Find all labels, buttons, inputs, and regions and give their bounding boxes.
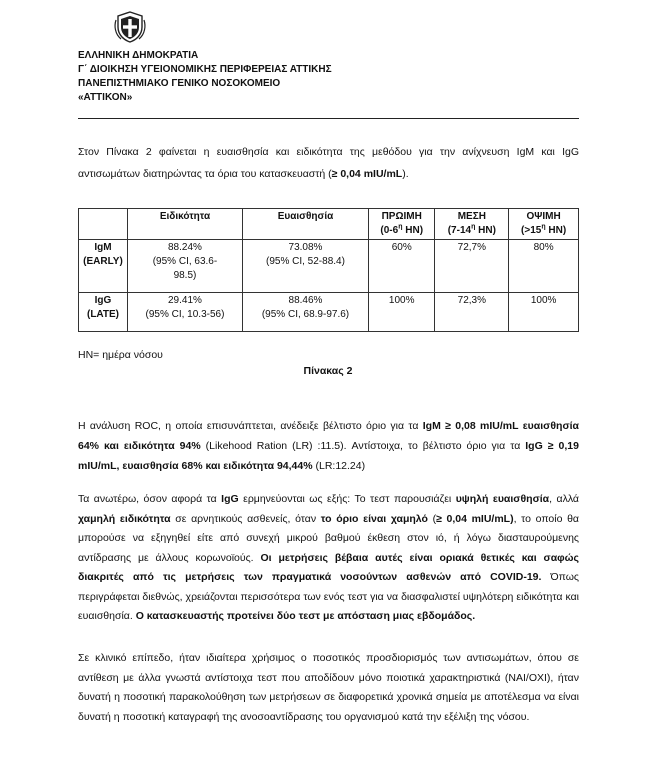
header-line-1: ΕΛΛΗΝΙΚΗ ΔΗΜΟΚΡΑΤΙΑ xyxy=(78,50,199,61)
table-header-mid: ΜΕΣΗ ($7-14^\eta$ ΗΝ) xyxy=(435,209,509,240)
cell-early: 60% xyxy=(369,240,435,293)
table-header-early: ΠΡΩΙΜΗ ($0-6^\eta$ ΗΝ) xyxy=(369,209,435,240)
table-header-blank xyxy=(79,209,128,240)
cell-specificity: 29.41% (95% CI, 10.3-56) xyxy=(128,293,243,332)
table-header-specificity: Ειδικότητα xyxy=(128,209,243,240)
table-row xyxy=(79,240,579,293)
cell-sensitivity: 88.46% (95% CI, 68.9-97.6) xyxy=(242,293,368,332)
header-line-4: «ΑΤΤΙΚΟΝ» xyxy=(78,92,133,103)
intro-paragraph: Στον Πίνακα 2 φαίνεται η ευαισθησία και ειδικότητα της μεθόδου για την ανίχνευση IgM και IgG αντισωμάτων διατηρώντας τα όρια του κατασκευαστή (≥ 0,04 mIU/mL). xyxy=(78,146,579,180)
cell-mid: 72,3% xyxy=(435,293,509,332)
cell-sensitivity: 73.08% (95% CI, 52-88.4) xyxy=(242,240,368,293)
table-header-row xyxy=(79,209,579,240)
cell-mid: 72,7% xyxy=(435,240,509,293)
roc-paragraph: Η ανάλυση ROC, η οποία επισυνάπτεται, ανέδειξε βέλτιστο όριο για τα IgM ≥ 0,08 mIU/mL ευαισθησία 64% και ειδικότητα 94% (Likehood Ration (LR) :11.5). Αντίστοιχα, το βέλτιστο όριο για τα IgG ≥ 0,19 mIU/mL, ευαισθησία 68% και ειδικότητα 94,44% (LR:12.24) xyxy=(78,420,579,472)
header-line-3: ΠΑΝΕΠΙΣΤΗΜΙΑΚΟ ΓΕΝΙΚΟ ΝΟΣΟΚΟΜΕΙΟ xyxy=(78,78,281,89)
cell-late: 80% xyxy=(509,240,579,293)
row-label: IgM (EARLY) xyxy=(79,240,128,293)
results-table xyxy=(78,208,579,332)
row-label: IgG (LATE) xyxy=(79,293,128,332)
clinical-paragraph: Σε κλινικό επίπεδο, ήταν ιδιαίτερα χρήσιμος ο ποσοτικός προσδιορισμός των αντισωμάτων, όπου σε αντίθεση με άλλα γνωστά αντίστοιχα τεστ που αποδίδουν μόνο ποιοτικά χαρακτηριστικά (ΝΑΙ/ΟΧΙ), ήταν δυνατή η ποσοτική παρακολούθηση των μετρήσεων σε διαφορετικά χρονικά σημεία με αποτέλεσμα να είναι δυνατή η ποσοτική καταγραφή της ανοσοαντίδρασης του οργανισμού κατά την εξέλιξη της νόσου. xyxy=(78,652,579,723)
table-header-sensitivity: Ευαισθησία xyxy=(242,209,368,240)
table-header-late: ΟΨΙΜΗ ($>15^\eta$ ΗΝ) xyxy=(509,209,579,240)
interpretation-paragraph: Τα ανωτέρω, όσον αφορά τα IgG ερμηνεύονται ως εξής: Το τεστ παρουσιάζει υψηλή ευαισθησία, αλλά χαμηλή ειδικότητα σε αρνητικούς ασθενείς, όταν το όριο είναι χαμηλό (≥ 0,04 mIU/mL), το οποίο θα μπορούσε να εξηγηθεί είτε από συνεχή μικρού βαθμού έκθεση στον ιό, ή λόγω διασταυρούμενης αντίδρασης με άλλους κορωνοϊούς. Οι μετρήσεις βέβαια αυτές είναι οριακά θετικές και σαφώς διακριτές από τις μετρήσεις των πραγματικά νοσούντων ασθενών από COVID-19. Όπως περιγράφεται διεθνώς, χρειάζονται περισσότερα των ενός τεστ για να διασφαλιστεί υψηλότερη ειδικότητα και ευαισθησία. Ο κατασκευαστής προτείνει δύο τεστ με απόσταση μιας εβδομάδος. xyxy=(78,493,580,622)
cell-late: 100% xyxy=(509,293,579,332)
table-caption: Πίνακας 2 xyxy=(303,365,353,377)
institution-header xyxy=(78,49,332,105)
table-note: ΗΝ= ημέρα νόσου xyxy=(78,349,163,361)
cell-early: 100% xyxy=(369,293,435,332)
header-divider xyxy=(78,118,579,119)
table-row xyxy=(79,293,579,332)
greek-coat-of-arms-icon xyxy=(113,10,147,44)
header-line-2: Γ΄ ΔΙΟΙΚΗΣΗ ΥΓΕΙΟΝΟΜΙΚΗΣ ΠΕΡΙΦΕΡΕΙΑΣ ΑΤΤΙΚΗΣ xyxy=(78,64,332,75)
cell-specificity: 88.24% (95% CI, 63.6- 98.5) xyxy=(128,240,243,293)
